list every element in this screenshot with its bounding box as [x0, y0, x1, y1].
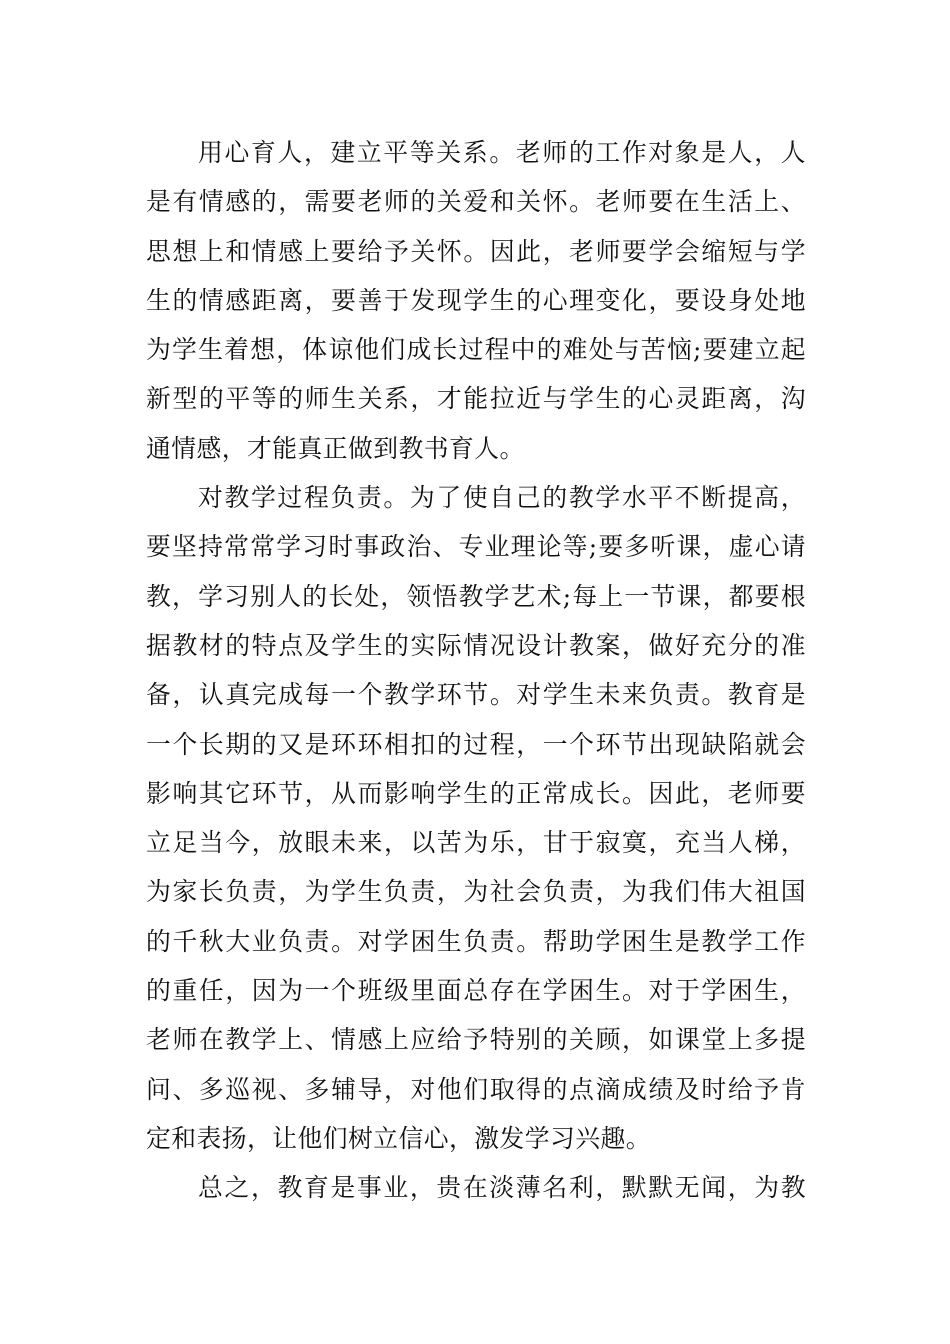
text-line: 通情感，才能真正做到教书育人。: [146, 433, 525, 463]
text-line: 问、多巡视、多辅导，对他们取得的点滴成绩及时给予肯: [146, 1074, 806, 1104]
text-line: 是有情感的，需要老师的关爱和关怀。老师要在生活上、: [146, 187, 806, 217]
text-line: 对教学过程负责。为了使自己的教学水平不断提高，: [198, 483, 806, 513]
text-line: 教，学习别人的长处，领悟教学艺术;每上一节课，都要根: [146, 581, 806, 611]
text-line: 老师在教学上、情感上应给予特别的关顾，如课堂上多提: [146, 1025, 806, 1055]
text-line: 据教材的特点及学生的实际情况设计教案，做好充分的准: [146, 630, 806, 660]
text-line: 的千秋大业负责。对学困生负责。帮助学困生是教学工作: [146, 926, 806, 956]
text-line: 为家长负责，为学生负责，为社会负责，为我们伟大祖国: [146, 877, 806, 907]
text-line: 立足当今，放眼未来，以苦为乐，甘于寂寞，充当人梯，: [146, 828, 806, 858]
text-line: 生的情感距离，要善于发现学生的心理变化，要设身处地: [146, 285, 806, 315]
text-line: 备，认真完成每一个教学环节。对学生未来负责。教育是: [146, 680, 806, 710]
text-line: 思想上和情感上要给予关怀。因此，老师要学会缩短与学: [146, 236, 806, 266]
text-line: 影响其它环节，从而影响学生的正常成长。因此，老师要: [146, 778, 806, 808]
text-line: 为学生着想，体谅他们成长过程中的难处与苦恼;要建立起: [146, 335, 806, 365]
text-line: 要坚持常常学习时事政治、专业理论等;要多听课，虚心请: [146, 532, 806, 562]
body-text: [146, 128, 806, 1213]
text-line: 用心育人，建立平等关系。老师的工作对象是人，人: [198, 138, 806, 167]
text-line: 总之，教育是事业，贵在淡薄名利，默默无闻，为教: [198, 1173, 806, 1203]
text-line: 定和表扬，让他们树立信心，激发学习兴趣。: [146, 1123, 651, 1153]
text-line: 新型的平等的师生关系，才能拉近与学生的心灵距离，沟: [146, 384, 806, 414]
text-line: 的重任，因为一个班级里面总存在学困生。对于学困生，: [146, 976, 806, 1006]
text-line: 一个长期的又是环环相扣的过程，一个环节出现缺陷就会: [146, 729, 806, 759]
